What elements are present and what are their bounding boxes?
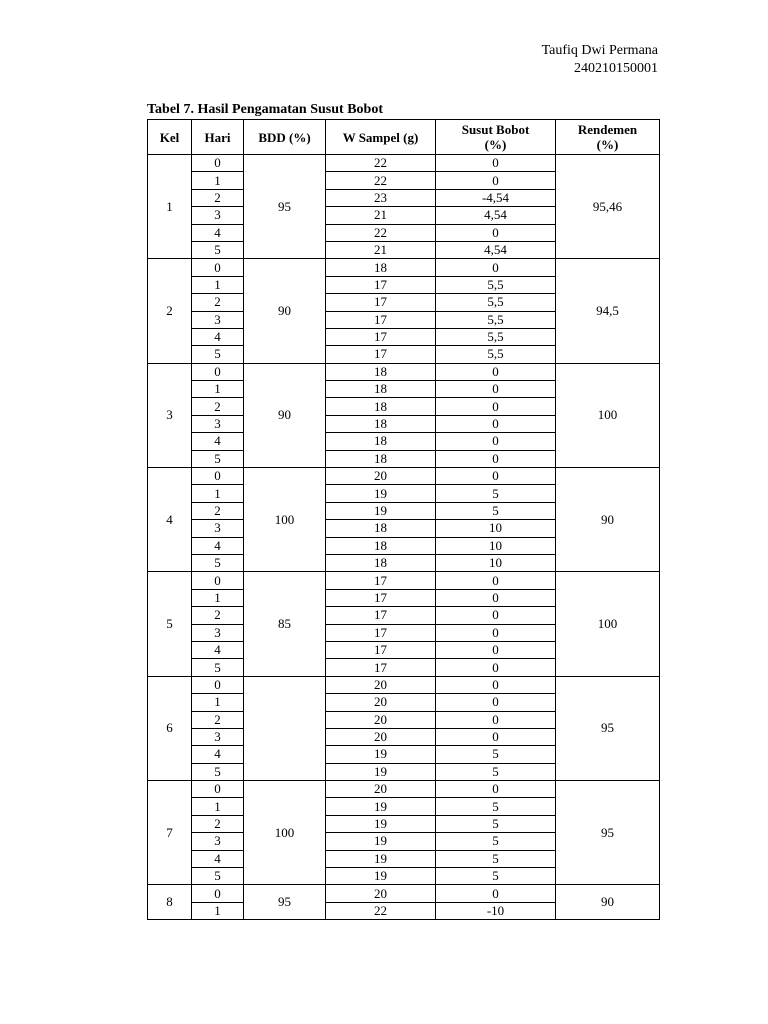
susut-bobot-cell: 5,5 [436,346,556,363]
header-w-sampel: W Sampel (g) [326,120,436,155]
susut-bobot-cell: 5,5 [436,328,556,345]
susut-bobot-cell: 5 [436,798,556,815]
w-sampel-cell: 19 [326,763,436,780]
table-row [148,363,660,380]
author-name: Taufiq Dwi Permana [541,43,658,58]
susut-bobot-cell: 0 [436,589,556,606]
susut-bobot-cell: 0 [436,607,556,624]
rendemen-cell: 90 [556,885,660,920]
hari-cell: 3 [192,415,244,432]
susut-bobot-cell: 0 [436,172,556,189]
rendemen-cell: 100 [556,572,660,676]
author-id: 240210150001 [574,61,658,76]
susut-bobot-cell: 10 [436,520,556,537]
bdd-cell: 95 [244,885,326,920]
w-sampel-cell: 18 [326,450,436,467]
susut-bobot-cell: 0 [436,224,556,241]
hari-cell: 4 [192,850,244,867]
hari-cell: 1 [192,589,244,606]
kel-cell: 1 [148,155,192,259]
w-sampel-cell: 17 [326,346,436,363]
rendemen-cell: 95 [556,781,660,885]
hari-cell: 3 [192,207,244,224]
w-sampel-cell: 20 [326,468,436,485]
w-sampel-cell: 18 [326,398,436,415]
susut-bobot-cell: 5 [436,763,556,780]
table-row [148,259,660,276]
susut-bobot-cell: 4,54 [436,241,556,258]
w-sampel-cell: 19 [326,746,436,763]
hari-cell: 0 [192,885,244,902]
bdd-cell: 95 [244,155,326,259]
weight-loss-table [147,119,660,920]
susut-bobot-cell: 0 [436,885,556,902]
w-sampel-cell: 23 [326,189,436,206]
w-sampel-cell: 19 [326,798,436,815]
susut-bobot-cell: 5,5 [436,311,556,328]
w-sampel-cell: 17 [326,641,436,658]
rendemen-cell: 95,46 [556,155,660,259]
bdd-cell: 90 [244,363,326,467]
hari-cell: 2 [192,398,244,415]
author-block [542,42,658,78]
kel-cell: 4 [148,468,192,572]
w-sampel-cell: 22 [326,902,436,919]
hari-cell: 5 [192,763,244,780]
susut-bobot-cell: 0 [436,398,556,415]
header-hari: Hari [192,120,244,155]
hari-cell: 4 [192,537,244,554]
susut-bobot-cell: 5,5 [436,294,556,311]
hari-cell: 3 [192,311,244,328]
susut-bobot-cell: 10 [436,537,556,554]
susut-bobot-cell: 0 [436,711,556,728]
susut-bobot-cell: 5 [436,746,556,763]
susut-bobot-cell: 0 [436,728,556,745]
rendemen-cell: 94,5 [556,259,660,363]
susut-bobot-cell: 0 [436,363,556,380]
hari-cell: 5 [192,346,244,363]
rendemen-cell: 100 [556,363,660,467]
susut-bobot-cell: 0 [436,641,556,658]
header-rendemen [556,120,660,155]
w-sampel-cell: 20 [326,728,436,745]
w-sampel-cell: 20 [326,711,436,728]
kel-cell: 8 [148,885,192,920]
table-caption: Tabel 7. Hasil Pengamatan Susut Bobot [147,102,383,117]
w-sampel-cell: 19 [326,485,436,502]
w-sampel-cell: 22 [326,224,436,241]
susut-bobot-cell: 5 [436,502,556,519]
kel-cell: 6 [148,676,192,780]
hari-cell: 1 [192,798,244,815]
w-sampel-cell: 17 [326,607,436,624]
table-body [148,155,660,920]
susut-bobot-cell: 5 [436,868,556,885]
w-sampel-cell: 21 [326,207,436,224]
w-sampel-cell: 20 [326,676,436,693]
w-sampel-cell: 19 [326,502,436,519]
header-bdd: BDD (%) [244,120,326,155]
bdd-cell: 85 [244,572,326,676]
hari-cell: 1 [192,172,244,189]
hari-cell: 5 [192,659,244,676]
w-sampel-cell: 17 [326,311,436,328]
table-row [148,676,660,693]
hari-cell: 5 [192,241,244,258]
hari-cell: 5 [192,450,244,467]
table-row [148,572,660,589]
hari-cell: 3 [192,728,244,745]
hari-cell: 1 [192,485,244,502]
table-row [148,468,660,485]
table-row [148,781,660,798]
susut-bobot-cell: -10 [436,902,556,919]
w-sampel-cell: 21 [326,241,436,258]
hari-cell: 0 [192,781,244,798]
header-susut-line1: Susut Bobot [461,122,530,137]
hari-cell: 2 [192,189,244,206]
susut-bobot-cell: 5 [436,815,556,832]
w-sampel-cell: 20 [326,885,436,902]
w-sampel-cell: 19 [326,850,436,867]
hari-cell: 4 [192,328,244,345]
hari-cell: 5 [192,868,244,885]
bdd-cell [244,676,326,780]
hari-cell: 5 [192,554,244,571]
hari-cell: 3 [192,833,244,850]
hari-cell: 0 [192,468,244,485]
w-sampel-cell: 17 [326,276,436,293]
table-header-row [148,120,660,155]
susut-bobot-cell: 0 [436,572,556,589]
kel-cell: 3 [148,363,192,467]
susut-bobot-cell: 0 [436,381,556,398]
w-sampel-cell: 17 [326,659,436,676]
hari-cell: 4 [192,224,244,241]
hari-cell: 2 [192,502,244,519]
hari-cell: 0 [192,676,244,693]
w-sampel-cell: 19 [326,833,436,850]
bdd-cell: 90 [244,259,326,363]
susut-bobot-cell: -4,54 [436,189,556,206]
hari-cell: 1 [192,276,244,293]
hari-cell: 2 [192,294,244,311]
w-sampel-cell: 18 [326,554,436,571]
w-sampel-cell: 20 [326,694,436,711]
susut-bobot-cell: 5 [436,850,556,867]
hari-cell: 4 [192,746,244,763]
header-susut-bobot [436,120,556,155]
hari-cell: 3 [192,624,244,641]
w-sampel-cell: 18 [326,415,436,432]
header-rendemen-line2: (%) [596,137,619,152]
w-sampel-cell: 19 [326,815,436,832]
hari-cell: 0 [192,363,244,380]
w-sampel-cell: 18 [326,381,436,398]
susut-bobot-cell: 0 [436,694,556,711]
susut-bobot-cell: 5,5 [436,276,556,293]
header-susut-line2: (%) [484,137,507,152]
susut-bobot-cell: 0 [436,415,556,432]
rendemen-cell: 90 [556,468,660,572]
w-sampel-cell: 22 [326,155,436,172]
susut-bobot-cell: 0 [436,659,556,676]
header-kel: Kel [148,120,192,155]
w-sampel-cell: 17 [326,589,436,606]
table-row [148,885,660,902]
w-sampel-cell: 17 [326,572,436,589]
rendemen-cell: 95 [556,676,660,780]
table-row [148,155,660,172]
susut-bobot-cell: 0 [436,624,556,641]
hari-cell: 0 [192,155,244,172]
susut-bobot-cell: 10 [436,554,556,571]
kel-cell: 7 [148,781,192,885]
hari-cell: 0 [192,572,244,589]
hari-cell: 0 [192,259,244,276]
susut-bobot-cell: 5 [436,485,556,502]
w-sampel-cell: 18 [326,520,436,537]
susut-bobot-cell: 0 [436,155,556,172]
hari-cell: 1 [192,381,244,398]
w-sampel-cell: 17 [326,328,436,345]
kel-cell: 5 [148,572,192,676]
hari-cell: 1 [192,902,244,919]
w-sampel-cell: 19 [326,868,436,885]
susut-bobot-cell: 5 [436,833,556,850]
w-sampel-cell: 22 [326,172,436,189]
w-sampel-cell: 20 [326,781,436,798]
susut-bobot-cell: 0 [436,259,556,276]
w-sampel-cell: 18 [326,433,436,450]
susut-bobot-cell: 4,54 [436,207,556,224]
hari-cell: 2 [192,607,244,624]
w-sampel-cell: 18 [326,259,436,276]
kel-cell: 2 [148,259,192,363]
susut-bobot-cell: 0 [436,433,556,450]
w-sampel-cell: 18 [326,537,436,554]
bdd-cell: 100 [244,468,326,572]
w-sampel-cell: 18 [326,363,436,380]
susut-bobot-cell: 0 [436,468,556,485]
bdd-cell: 100 [244,781,326,885]
w-sampel-cell: 17 [326,294,436,311]
header-rendemen-line1: Rendemen [577,122,638,137]
susut-bobot-cell: 0 [436,676,556,693]
hari-cell: 1 [192,694,244,711]
susut-bobot-cell: 0 [436,781,556,798]
hari-cell: 2 [192,815,244,832]
hari-cell: 4 [192,433,244,450]
susut-bobot-cell: 0 [436,450,556,467]
hari-cell: 2 [192,711,244,728]
hari-cell: 3 [192,520,244,537]
hari-cell: 4 [192,641,244,658]
w-sampel-cell: 17 [326,624,436,641]
